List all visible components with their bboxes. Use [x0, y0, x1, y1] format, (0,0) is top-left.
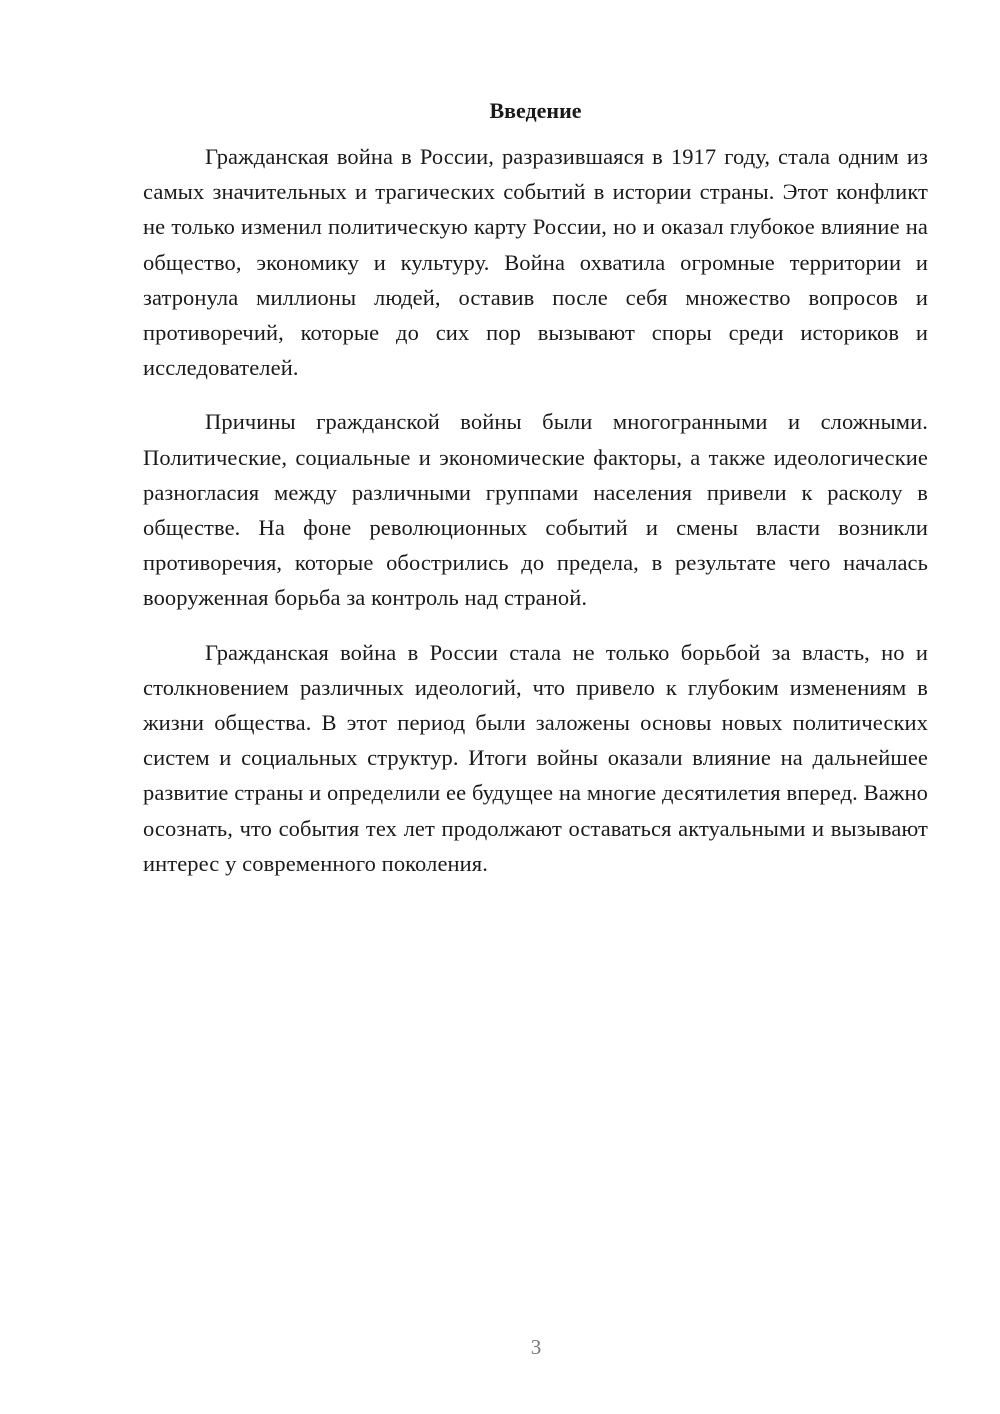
paragraph-1: Гражданская война в России, разразившаяся в 1917 году, стала одним из самых значительных и трагических событий в истории страны. Этот конфликт не только изменил политическую карту России, но и оказал глубокое влияние на общество, экономику и культуру. Война охватила огромные территории и затронула миллионы людей, оставив после себя множество вопросов и противоречий, которые до сих пор вызывают споры среди историков и исследователей.: [143, 144, 928, 381]
section-heading: Введение: [489, 98, 582, 123]
page-content: [143, 96, 928, 881]
paragraph-2: Причины гражданской войны были многогранными и сложными. Политические, социальные и экономические факторы, а также идеологические разногласия между различными группами населения привели к расколу в обществе. На фоне революционных событий и смены власти возникли противоречия, которые обострились до предела, в результате чего началась вооруженная борьба за контроль над страной.: [143, 409, 928, 611]
page-number: 3: [530, 1335, 542, 1359]
paragraph-3: Гражданская война в России стала не только борьбой за власть, но и столкновением различных идеологий, что привело к глубоким изменениям в жизни общества. В этот период были заложены основы новых политических систем и социальных структур. Итоги войны оказали влияние на дальнейшее развитие страны и определили ее будущее на многие десятилетия вперед. Важно осознать, что события тех лет продолжают оставаться актуальными и вызывают интерес у современного поколения.: [143, 639, 928, 876]
